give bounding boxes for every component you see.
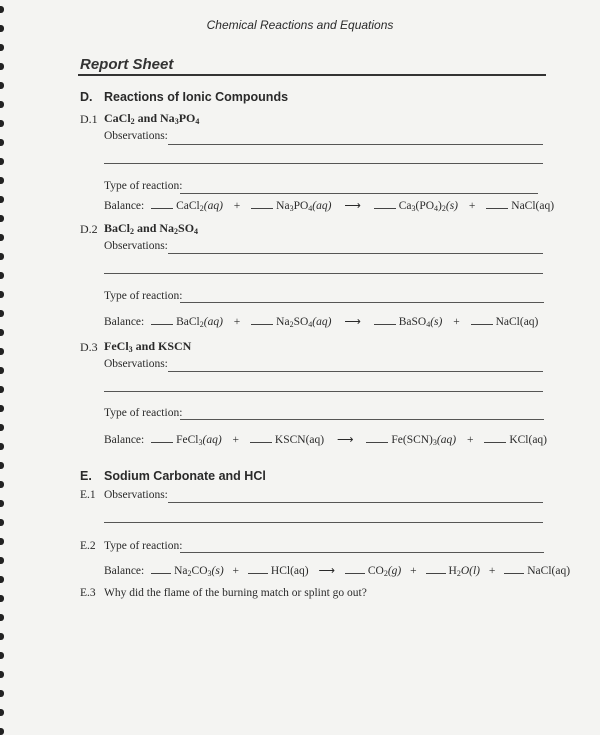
binder-hole-icon: [0, 63, 4, 70]
d1-type-label: Type of reaction:: [104, 180, 183, 192]
coef-blank[interactable]: [504, 572, 524, 574]
coef-blank[interactable]: [151, 572, 171, 574]
binder-hole-icon: [0, 671, 4, 678]
d2-observations-line[interactable]: [168, 253, 543, 254]
binder-hole-icon: [0, 101, 4, 108]
coef-blank[interactable]: [486, 207, 508, 209]
e1-observations-line[interactable]: [168, 502, 543, 503]
coef-blank[interactable]: [251, 207, 273, 209]
e2-number: E.2: [80, 540, 96, 552]
sheet-title: Report Sheet: [80, 56, 174, 73]
binder-hole-icon: [0, 690, 4, 697]
d1-number: D.1: [80, 112, 98, 126]
section-d-title: Reactions of Ionic Compounds: [104, 90, 289, 104]
binder-hole-icon: [0, 538, 4, 545]
reaction-arrow-icon: ⟶: [318, 565, 335, 577]
binder-hole-icon: [0, 329, 4, 336]
section-d-letter: D.: [80, 90, 93, 104]
e1-observations-line-2[interactable]: [104, 522, 543, 523]
coef-blank[interactable]: [250, 441, 272, 443]
binder-hole-icon: [0, 709, 4, 716]
reaction-arrow-icon: ⟶: [344, 316, 361, 328]
binder-hole-icon: [0, 291, 4, 298]
binder-hole-icon: [0, 272, 4, 279]
d3-observations-line[interactable]: [168, 371, 543, 372]
coef-blank[interactable]: [484, 441, 506, 443]
d2-observations-label: Observations:: [104, 240, 168, 252]
binder-hole-icon: [0, 443, 4, 450]
d3-type-line[interactable]: [180, 419, 544, 420]
binder-hole-icon: [0, 481, 4, 488]
d2-title: BaCl$_2$ and $Na_2SO_4$: [104, 221, 199, 236]
coef-blank[interactable]: [345, 572, 365, 574]
section-e-letter: E.: [80, 469, 92, 483]
section-e-title: Sodium Carbonate and HCl: [104, 469, 266, 483]
d2-type-line[interactable]: [180, 302, 544, 303]
binder-hole-icon: [0, 82, 4, 89]
d2-balance-row: Balance: BaCl$_2$(aq) + $Na_2SO_4(aq)$ ⟶ BaSO$_4$(s) + NaCl(aq): [104, 316, 539, 329]
d1-type-line[interactable]: [180, 193, 538, 194]
coef-blank[interactable]: [426, 572, 446, 574]
d2-number: D.2: [80, 222, 98, 236]
binder-hole-icon: [0, 405, 4, 412]
coef-blank[interactable]: [366, 441, 388, 443]
e2-balance-row: Balance: $Na_2CO_3(s) + HCl(aq)$ ⟶ $CO_2(g) + H_2O(l)$ + NaCl(aq): [104, 565, 571, 578]
d2-type-label: Type of reaction:: [104, 290, 183, 302]
reaction-arrow-icon: ⟶: [336, 434, 354, 446]
coef-blank[interactable]: [471, 323, 493, 325]
binder-hole-icon: [0, 234, 4, 241]
coef-blank[interactable]: [151, 323, 173, 325]
d3-balance-row: Balance: FeCl$_3$(aq) + KSCN(aq) ⟶ $Fe(SCN)_3(aq) + KCl(aq)$: [104, 434, 547, 447]
d1-observations-line-2[interactable]: [104, 163, 543, 164]
title-rule: [78, 74, 546, 76]
coef-blank[interactable]: [251, 323, 273, 325]
binder-hole-icon: [0, 348, 4, 355]
binder-hole-icon: [0, 367, 4, 374]
running-title: Chemical Reactions and Equations: [206, 18, 394, 32]
e3-answer-area[interactable]: [104, 604, 544, 714]
coef-blank[interactable]: [151, 441, 173, 443]
binder-hole-icon: [0, 44, 4, 51]
d3-title: FeCl$_3$ and KSCN: [104, 339, 192, 354]
binder-hole-icon: [0, 139, 4, 146]
binder-hole-icon: [0, 196, 4, 203]
coef-blank[interactable]: [374, 207, 396, 209]
binder-hole-icon: [0, 386, 4, 393]
binder-hole-icon: [0, 557, 4, 564]
d1-observations-line[interactable]: [168, 144, 543, 145]
binder-hole-icon: [0, 158, 4, 165]
coef-blank[interactable]: [374, 323, 396, 325]
e2-type-label: Type of reaction:: [104, 540, 183, 552]
e3-number: E.3: [80, 587, 96, 599]
binder-hole-icon: [0, 652, 4, 659]
binder-hole-icon: [0, 6, 4, 13]
d2-observations-line-2[interactable]: [104, 273, 543, 274]
d3-type-label: Type of reaction:: [104, 407, 183, 419]
binder-hole-icon: [0, 462, 4, 469]
binder-hole-icon: [0, 177, 4, 184]
coef-blank[interactable]: [248, 572, 268, 574]
d1-balance-row: Balance: CaCl$_2$(aq) + $Na_3PO_4(aq)$ ⟶ $Ca_3(PO_4)_2(s)$ + NaCl(aq): [104, 200, 555, 213]
d1-title: CaCl$_2$ and $Na_3PO_4$: [104, 111, 200, 126]
binder-hole-icon: [0, 310, 4, 317]
binder-hole-icon: [0, 424, 4, 431]
binder-hole-icon: [0, 519, 4, 526]
binder-hole-icon: [0, 595, 4, 602]
e1-number: E.1: [80, 489, 96, 501]
binder-hole-icon: [0, 728, 4, 735]
binder-hole-icon: [0, 253, 4, 260]
binder-hole-icon: [0, 120, 4, 127]
binder-hole-icon: [0, 500, 4, 507]
binder-hole-icon: [0, 215, 4, 222]
d3-observations-label: Observations:: [104, 358, 168, 370]
reaction-arrow-icon: ⟶: [344, 200, 361, 212]
e2-type-line[interactable]: [180, 552, 544, 553]
d3-observations-line-2[interactable]: [104, 391, 543, 392]
binder-hole-icon: [0, 576, 4, 583]
d1-observations-label: Observations:: [104, 130, 168, 142]
binder-hole-icon: [0, 614, 4, 621]
binder-hole-icon: [0, 633, 4, 640]
e1-observations-label: Observations:: [104, 489, 168, 501]
binder-edge: [0, 0, 6, 731]
coef-blank[interactable]: [151, 207, 173, 209]
e3-question: Why did the flame of the burning match or splint go out?: [104, 587, 367, 599]
d3-number: D.3: [80, 340, 98, 354]
